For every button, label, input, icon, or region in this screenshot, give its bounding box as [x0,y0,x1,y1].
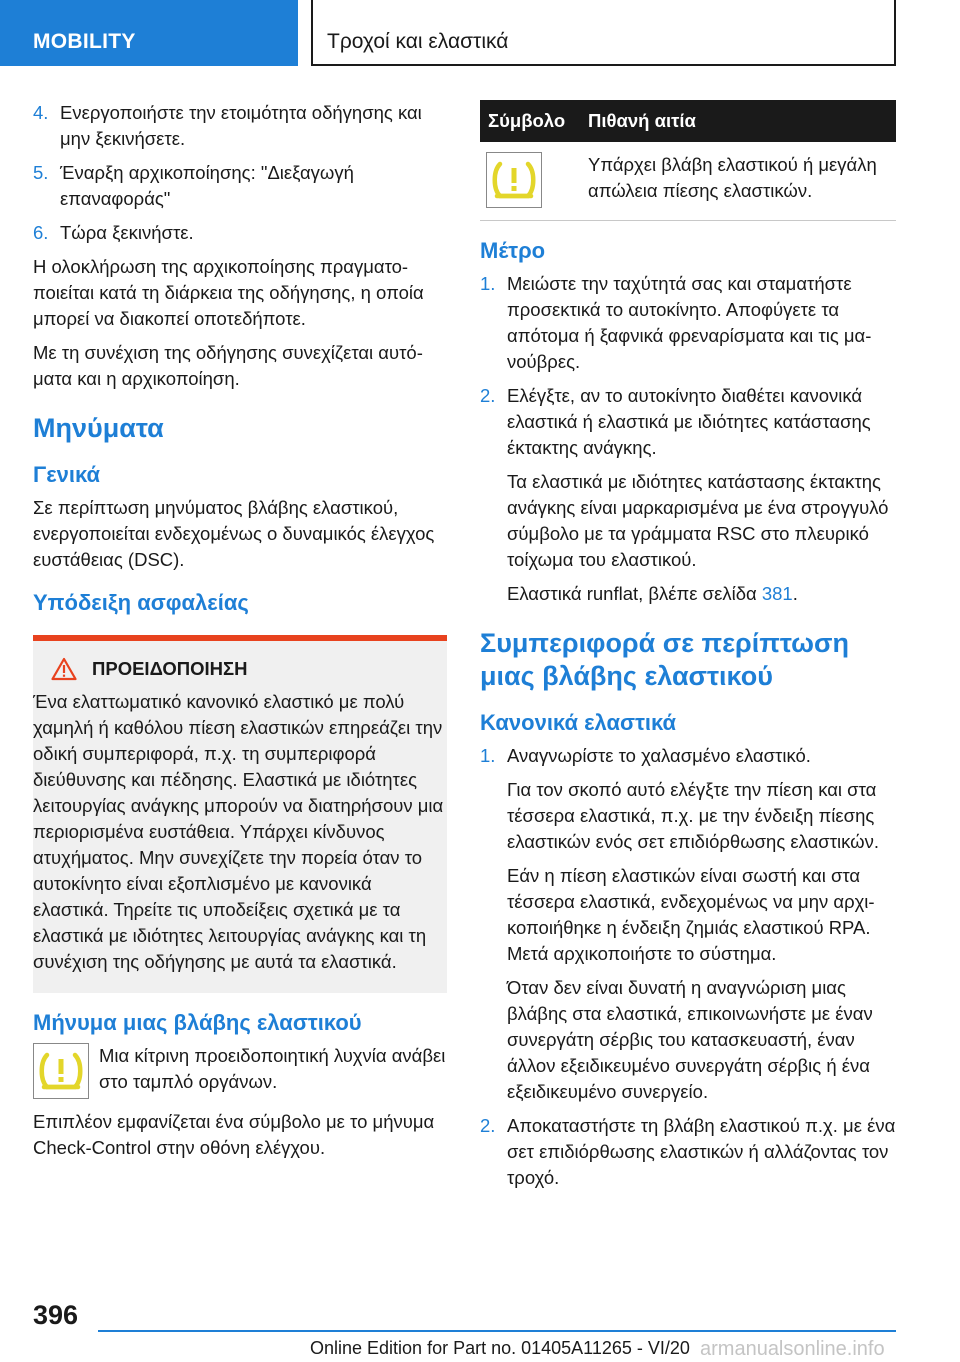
tire-pressure-warning-icon [33,1043,89,1099]
tire-fault-lamp-text: Μια κίτρινη προειδοποιητική λυχνία ανάβει στο ταμπλό οργάνων. [99,1045,446,1092]
step-number: 5. [33,162,49,183]
step-text: Τώρα ξεκινήστε. [60,222,194,243]
warning-text: Ένα ελαττωματικό κανονικό ελαστικό με πολύ χαμηλή ή καθόλου πίεση ελαστικών επηρεάζει την οδική συμπεριφορά, π.χ. τη συμπεριφορά διεύθυνσης και πέδησης. Ελαστικά με ιδιότητες λειτουργίας ανάγκης μπορούν να διατηρήσουν μια περιορισμένα ευστάθεια. Υπάρχει κίνδυνος ατυχήματος. Μην συνεχίζετε την πορεία όταν το αυτοκίνητο είναι εξοπλισμένο με κανονικά ελαστικά. Τηρείτε τις υποδείξεις σχετικά με τα ελαστικά με ιδιότητες λειτουργίας ανάγκης και τη συνέχιση της οδήγησης με αυτά τα ελαστικά. [33,691,444,972]
watermark: armanualsonline.info [700,1338,885,1360]
rpa-init-paragraph: Εάν η πίεση ελαστικών είναι σωστή και στα τέσσερα ελαστικά, ενδεχομένως να μην αρχικοποιήθηκε η ένδειξη ζημιάς ελαστικού RPA. Μετά αρχικοποιήστε το σύστημα. [507,865,875,964]
warning-box [33,635,447,993]
runflat-text: Ελαστικά runflat, βλέπε σελίδα [507,583,762,604]
tire-fault-message-heading: Μήνυμα μιας βλάβης ελαστικού [33,1010,362,1035]
step-5 [33,160,447,212]
step-text: Αναγνωρίστε το χαλασμένο ελαστικό. [507,745,811,766]
section-tab: MOBILITY [0,0,298,66]
safety-note-heading: Υπόδειξη ασφαλείας [33,590,249,615]
step-number: 4. [33,102,49,123]
column-header-symbol: Σύμβολο [480,100,580,142]
tire-pressure-warning-icon [486,152,542,208]
warning-title-text: ΠΡΟΕΙΔΟΠΟΙΗΣΗ [92,658,248,679]
edition-text: Online Edition for Part no. 01405A11265 - VI/20 [310,1338,690,1358]
warning-triangle-icon [51,657,77,681]
measure-step-1 [480,271,896,375]
symbol-cause-table [480,100,896,221]
init-completion-paragraph: Η ολοκλήρωση της αρχικοποίησης πραγματοποιείται κατά τη διάρκεια της οδήγησης, η οποία μπορεί να διακοπεί οποτεδήποτε. [33,256,424,329]
step-text: Ελέγξτε, αν το αυτοκίνητο διαθέτει κανονικά ελαστικά ή ελαστικά με ιδιότητες κατάστασης έκτακτης ανάγκης. [507,385,871,458]
step-number: 1. [480,745,496,766]
behavior-heading: Συμπεριφορά σε περίπτωση μιας βλάβης ελαστικού [480,628,849,691]
step-text: Έναρξη αρχικοποίησης: "Διεξαγωγή επαναφοράς" [60,162,354,209]
step-6 [33,220,447,246]
runflat-end: . [792,583,798,604]
step-4 [33,100,447,152]
page-header [0,0,960,66]
step-number: 1. [480,273,496,294]
footer-divider [98,1330,896,1332]
column-header-cause: Πιθανή αιτία [580,100,896,142]
chapter-title: Τροχοί και ελαστικά [311,0,896,66]
step-number: 2. [480,385,496,406]
normal-step-1 [480,743,896,769]
tire-fault-lamp-block [33,1043,447,1099]
step-text: Αποκαταστήστε τη βλάβη ελαστικού π.χ. με ένα σετ επιδιόρθωσης ελαστικών ή αλλάζοντας τον τροχό. [507,1115,896,1188]
contact-service-paragraph: Όταν δεν είναι δυνατή η αναγνώριση μιας βλάβης στα ελαστικά, επικοινωνήστε με έναν συνεργάτη σέρβις του κατασκευαστή, έναν άλλον εξειδικευμένο συνεργάτη σέρβις ή ένα εξειδικευμένο συνεργείο. [507,977,873,1102]
step-text: Ενεργοποιήστε την ετοιμότητα οδήγησης και μην ξεκινήσετε. [60,102,422,149]
messages-heading: Μηνύματα [33,413,164,443]
step-number: 6. [33,222,49,243]
measure-heading: Μέτρο [480,238,546,263]
page-footer [0,1296,960,1362]
measure-step-2 [480,383,896,461]
step-number: 2. [480,1115,496,1136]
cause-cell: Υπάρχει βλάβη ελαστικού ή μεγάλη απώλεια πίεσης ελαστικών. [580,142,896,221]
page-link-381[interactable]: 381 [761,583,793,604]
step-text: Μειώστε την ταχύτητά σας και σταματήστε προσεκτικά το αυτοκίνητο. Αποφύγετε τα απότομα ή ξαφνικά φρεναρίσματα και τις μανούβρες. [507,273,872,372]
page-number: 396 [33,1300,79,1330]
table-row [480,142,896,221]
check-control-paragraph: Επιπλέον εμφανίζεται ένα σύμβολο με το μήνυμα Check-Control στην οθόνη ελέγχου. [33,1111,435,1158]
init-continuation-paragraph: Με τη συνέχιση της οδήγησης συνεχίζεται αυτόματα και η αρχικοποίηση. [33,342,423,389]
normal-tires-heading: Κανονικά ελαστικά [480,710,677,735]
normal-step-2 [480,1113,896,1191]
warning-title [51,657,447,681]
check-pressure-paragraph: Για τον σκοπό αυτό ελέγξτε την πίεση και στα τέσσερα ελαστικά, π.χ. με την ένδειξη πίεσης ελαστικών ενός σετ επιδιόρθωσης ελαστικών. [507,779,880,852]
left-column [33,100,447,1169]
right-column [480,100,896,1199]
runflat-reference [480,581,896,607]
general-heading: Γενικά [33,462,101,487]
rsc-marking-paragraph: Τα ελαστικά με ιδιότητες κατάστασης έκτακτης ανάγκης είναι μαρκαρισμένα με ένα στρογγυλό σύμβολο με τα γράμματα RSC στο πλευρικό τοίχωμα του ελαστικού. [507,471,889,570]
general-paragraph: Σε περίπτωση μηνύματος βλάβης ελαστικού, ενεργοποιείται ενδεχομένως ο δυναμικός έλεγχος ευστάθειας (DSC). [33,497,435,570]
